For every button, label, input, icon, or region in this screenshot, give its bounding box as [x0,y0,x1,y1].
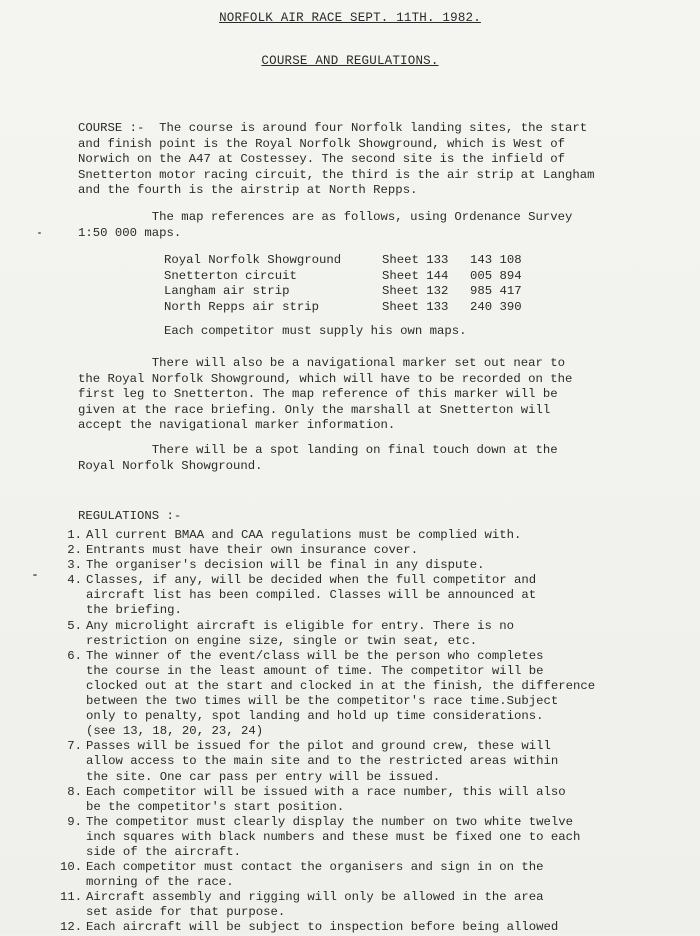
item-text: Each competitor must contact the organisers and sign in on the morning of the race. [86,860,544,890]
item-number: 6. [67,648,82,663]
item-text: Aircraft assembly and rigging will only be allowed in the area set aside for that purpose. [86,890,544,920]
marker-paragraph: There will also be a navigational marker set out near to the Royal Norfolk Showground, which will have to be recorded on the first leg to Snetterton. The map reference of this marker will be given at the race briefing. Only the marshall at Snetterton will accept the navigational marker information. [78,356,573,433]
map-ref-row [164,300,590,316]
map-ref-sheet: Sheet 132 [382,284,449,299]
item-number: 12. [60,920,83,935]
map-references-table [164,253,590,315]
map-ref-sheet: Sheet 144 [382,268,449,283]
regulations-heading: REGULATIONS :- [78,509,182,523]
list-item [60,739,640,784]
item-number: 10. [60,860,83,875]
map-ref-sheet: Sheet 133 [382,299,449,314]
item-text: The competitor must clearly display the number on two white twelve inch squares with black numbers and these must be fixed one to each side of the aircraft. [86,814,581,859]
item-number: 5. [67,618,82,633]
list-item [60,920,640,935]
list-item [60,558,640,573]
list-item [60,573,640,618]
maps-note: Each competitor must supply his own maps. [164,324,467,338]
map-ref-row [164,253,590,269]
map-ref-site: North Repps air strip [164,299,319,314]
list-item [60,543,640,558]
item-text: Passes will be issued for the pilot and ground crew, these will allow access to the main site and to the restricted areas within the site. One car pass per entry will be issued. [86,739,559,784]
regulations-list [60,528,640,936]
list-item [60,619,640,649]
map-ref-grid: 985 417 [470,284,522,299]
item-number: 11. [60,890,83,905]
map-ref-row [164,284,590,300]
paper-speck [38,232,41,234]
item-number: 9. [67,814,82,829]
item-number: 3. [67,558,82,573]
item-text: Any microlight aircraft is eligible for entry. There is no restriction on engine size, single or twin seat, etc. [86,618,515,648]
map-ref-site: Snetterton circuit [164,268,297,283]
list-item [60,890,640,920]
item-text: Each aircraft will be subject to inspection before being allowed [86,920,559,935]
item-number: 8. [67,784,82,799]
spot-landing-paragraph: There will be a spot landing on final touch down at the Royal Norfolk Showground. [78,443,558,473]
item-number: 7. [67,739,82,754]
map-ref-site: Royal Norfolk Showground [164,253,342,267]
map-ref-grid: 143 108 [470,253,522,267]
item-text: All current BMAA and CAA regulations must be complied with. [86,528,522,542]
item-number: 2. [67,543,82,558]
item-number: 1. [67,528,82,542]
list-item [60,860,640,890]
map-intro-paragraph: The map references are as follows, using Ordenance Survey 1:50 000 maps. [78,210,573,240]
map-ref-grid: 240 390 [470,299,522,314]
list-item [60,815,640,860]
list-item [60,649,640,740]
course-paragraph: COURSE :- The course is around four Norfolk landing sites, the start and finish point is the Royal Norfolk Showground, which is West of Norwich on the A47 at Costessey. The second site is the infield of Snetterton motor racing circuit, the third is the air strip at Langham and the fourth is the airstrip at North Repps. [78,121,595,198]
item-number: 4. [67,573,82,588]
item-text: The winner of the event/class will be the person who completes the course in the least amount of time. The competitor will be clocked out at the start and clocked in at the finish, the difference between the two times will be the competitor's race time.Subject only to penalty, spot landing and hold up time considerations. (see 13, 18, 20, 23, 24) [86,648,596,739]
paper-speck [33,574,37,576]
document-subtitle: COURSE AND REGULATIONS. [261,54,439,68]
list-item [60,528,640,543]
map-ref-grid: 005 894 [470,268,522,283]
item-text: The organiser's decision will be final in any dispute. [86,558,485,573]
list-item [60,785,640,815]
map-ref-site: Langham air strip [164,284,290,299]
item-text: Classes, if any, will be decided when the full competitor and aircraft list has been compiled. Classes will be announced at the briefing. [86,573,537,618]
item-text: Entrants must have their own insurance cover. [86,543,419,558]
map-ref-row [164,269,590,285]
map-ref-sheet: Sheet 133 [382,253,449,267]
document-title: NORFOLK AIR RACE SEPT. 11TH. 1982. [219,11,481,25]
item-text: Each competitor will be issued with a race number, this will also be the competitor's start position. [86,784,566,814]
